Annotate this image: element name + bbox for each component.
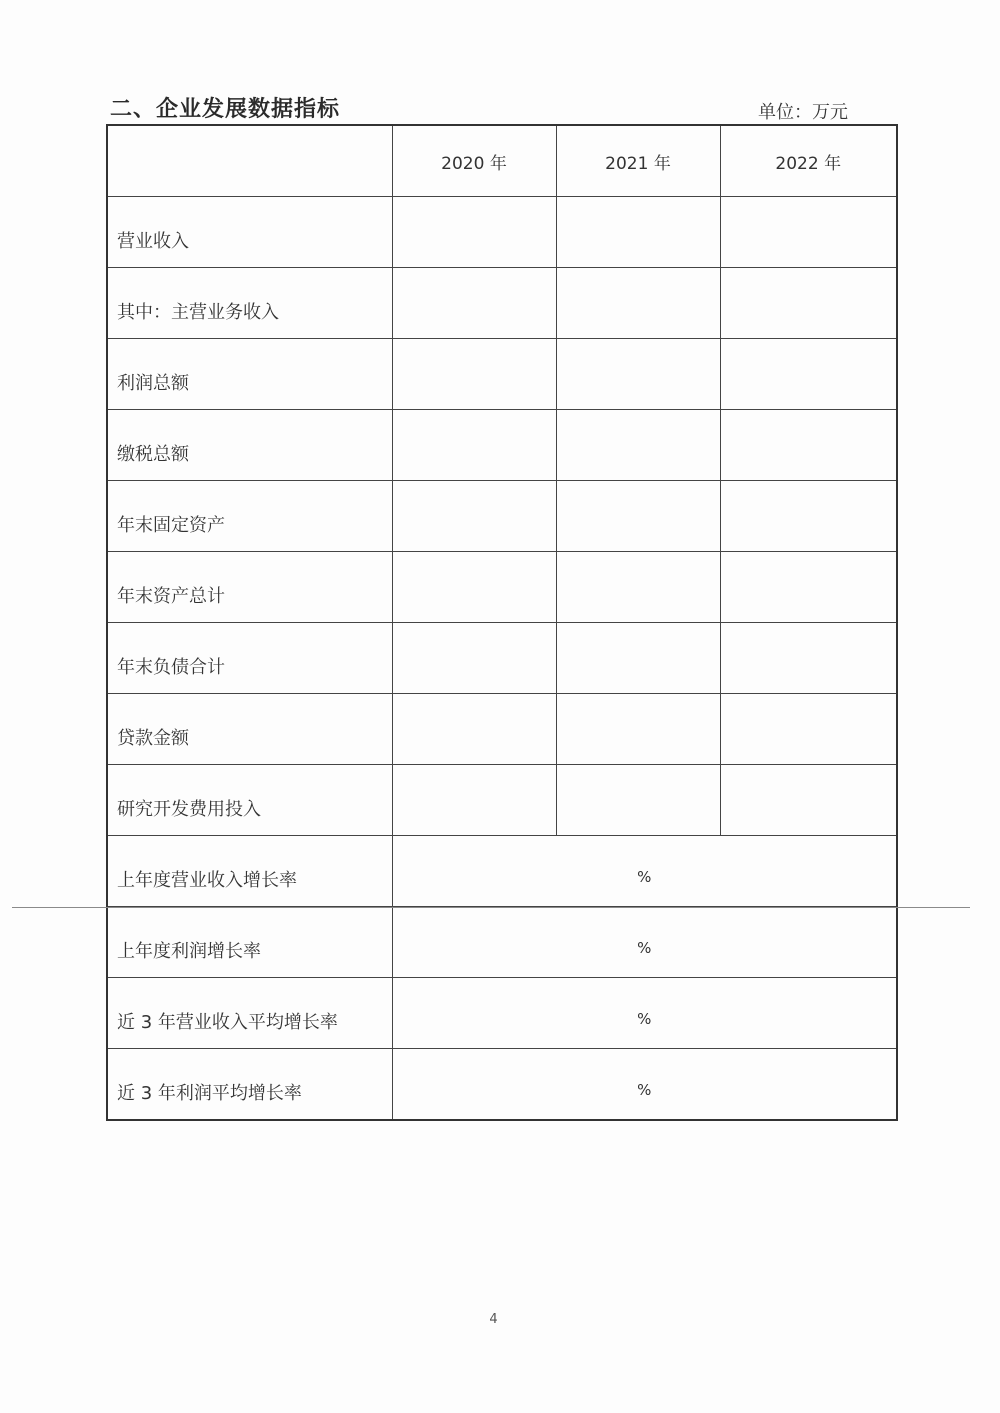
value-cell [392, 268, 556, 339]
row-label-text: 上年度营业收入增长率 [117, 870, 297, 891]
row-label-text: 缴税总额 [117, 444, 189, 465]
value-cell [392, 552, 556, 623]
table-row [107, 197, 897, 268]
value-cell [720, 197, 897, 268]
row-label-total-profit [107, 339, 392, 410]
value-cell [556, 694, 720, 765]
unit-label: 单位：万元 [758, 102, 848, 123]
column-header-2022: 2022 年 [720, 125, 897, 197]
table-row [107, 623, 897, 694]
table-row [107, 268, 897, 339]
table-row [107, 765, 897, 836]
row-label-main-revenue [107, 268, 392, 339]
column-header-2020: 2020 年 [392, 125, 556, 197]
row-label-total-assets [107, 552, 392, 623]
row-label-3yr-revenue-growth [107, 978, 392, 1049]
row-label-text: 研究开发费用投入 [117, 799, 261, 820]
page-number: 4 [489, 1312, 498, 1327]
value-cell [556, 268, 720, 339]
value-cell [720, 765, 897, 836]
table-row [107, 339, 897, 410]
value-cell [720, 339, 897, 410]
value-cell [720, 481, 897, 552]
value-cell [392, 623, 556, 694]
row-label-text: 近 3 年利润平均增长率 [117, 1083, 302, 1104]
value-cell [392, 339, 556, 410]
row-label-revenue-growth [107, 836, 392, 907]
column-header-2021: 2021 年 [556, 125, 720, 197]
table-header-row [107, 125, 897, 197]
value-cell [556, 623, 720, 694]
section-title: 二、企业发展数据指标 [110, 97, 341, 122]
row-label-loan-amount [107, 694, 392, 765]
percent-cell [392, 978, 897, 1049]
value-cell [720, 694, 897, 765]
percent-sign: % [637, 868, 652, 886]
percent-cell [392, 836, 897, 907]
rate-row [107, 907, 897, 978]
value-cell [556, 339, 720, 410]
rate-row [107, 978, 897, 1049]
value-cell [720, 623, 897, 694]
header-corner-cell [107, 125, 392, 197]
row-label-text: 利润总额 [117, 373, 189, 394]
percent-sign: % [637, 1010, 652, 1028]
rate-row [107, 1049, 897, 1121]
row-label-revenue [107, 197, 392, 268]
value-cell [556, 410, 720, 481]
table-row [107, 694, 897, 765]
row-label-total-liabilities [107, 623, 392, 694]
row-label-text: 其中：主营业务收入 [117, 302, 279, 323]
row-label-text: 近 3 年营业收入平均增长率 [117, 1012, 338, 1033]
scan-artifact-line [12, 907, 970, 908]
percent-cell [392, 907, 897, 978]
value-cell [392, 410, 556, 481]
row-label-text: 上年度利润增长率 [117, 941, 261, 962]
row-label-text: 年末固定资产 [117, 515, 225, 536]
value-cell [720, 552, 897, 623]
row-label-text: 贷款金额 [117, 728, 189, 749]
percent-sign: % [637, 939, 652, 957]
percent-cell [392, 1049, 897, 1121]
row-label-rd-expense [107, 765, 392, 836]
table-row [107, 410, 897, 481]
value-cell [392, 197, 556, 268]
value-cell [392, 765, 556, 836]
row-label-total-tax [107, 410, 392, 481]
value-cell [556, 197, 720, 268]
value-cell [556, 552, 720, 623]
row-label-3yr-profit-growth [107, 1049, 392, 1121]
table-row [107, 552, 897, 623]
row-label-text: 年末资产总计 [117, 586, 225, 607]
value-cell [720, 410, 897, 481]
row-label-fixed-assets [107, 481, 392, 552]
value-cell [556, 765, 720, 836]
rate-row [107, 836, 897, 907]
value-cell [392, 694, 556, 765]
row-label-profit-growth [107, 907, 392, 978]
row-label-text: 营业收入 [117, 231, 189, 252]
percent-sign: % [637, 1081, 652, 1099]
table-row [107, 481, 897, 552]
value-cell [392, 481, 556, 552]
value-cell [720, 268, 897, 339]
value-cell [556, 481, 720, 552]
row-label-text: 年末负债合计 [117, 657, 225, 678]
indicator-table [106, 124, 898, 1121]
